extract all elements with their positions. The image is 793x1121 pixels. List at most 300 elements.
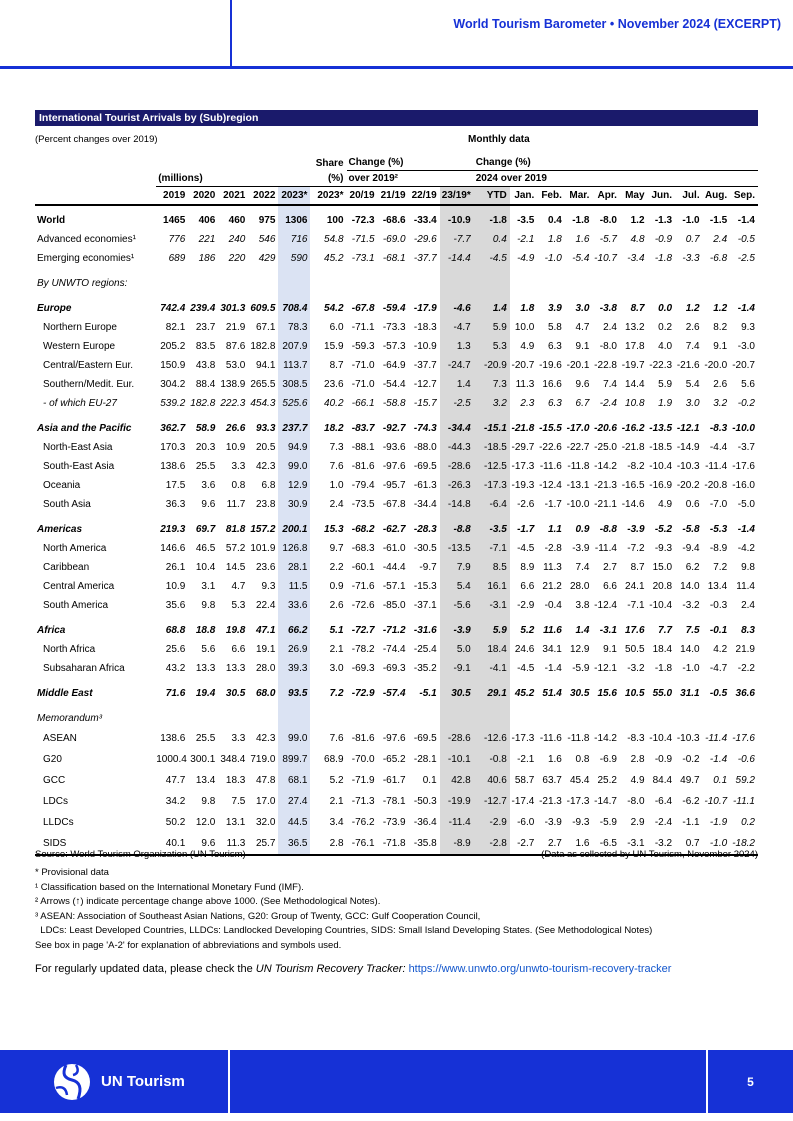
value-cell: -12.5 [474,457,510,476]
value-cell: 7.4 [575,562,590,573]
value-cell: 13.4 [195,775,216,786]
value-cell: 1.9 [658,398,673,409]
value-cell: 6.2 [685,562,700,573]
col-share-2023: 2023* [310,187,346,206]
value-cell: -10.3 [676,733,700,744]
value-cell: -5.8 [682,524,700,535]
value-cell: -61.0 [382,543,406,554]
value-cell: -3.2 [654,838,673,849]
value-cell: 7.2 [329,688,344,699]
value-cell: -71.6 [351,581,375,592]
value-cell: -4.7 [709,663,728,674]
table-subhead [35,131,758,155]
footer-middle-section [230,1050,708,1113]
value-cell: 93.3 [255,423,276,434]
value-cell: -1.1 [682,817,700,828]
value-cell: -2.2 [737,663,755,674]
column-header-row [35,187,758,206]
value-cell: -10.1 [440,749,474,770]
value-cell: -3.0 [737,341,755,352]
value-cell: 15.3 [324,524,344,535]
table-row [35,419,758,438]
footnote-line: ¹ Classification based on the International Monetary Fund (IMF). [35,881,304,893]
value-cell: 182.8 [190,398,216,409]
value-cell: 7.4 [685,341,700,352]
value-cell: -61.7 [382,775,406,786]
value-cell: 13.3 [225,663,246,674]
value-cell: 0.4 [474,230,510,249]
value-cell [310,709,346,728]
value-cell: 126.8 [278,539,310,558]
value-cell: 87.6 [225,341,246,352]
value-cell: -13.5 [649,423,673,434]
value-cell: 17.6 [625,625,645,636]
value-cell: 30.5 [440,684,474,703]
value-cell [730,709,758,728]
value-cell: 9.3 [741,322,755,333]
value-cell: 47.1 [255,625,276,636]
value-cell: -34.4 [413,499,437,510]
value-cell: 5.9 [658,379,673,390]
value-cell [440,709,474,728]
value-cell: -3.9 [440,621,474,640]
value-cell: -5.7 [599,234,617,245]
value-cell: -34.4 [440,419,474,438]
value-cell: 5.4 [685,379,700,390]
value-cell: 18.4 [652,644,673,655]
value-cell: -8.9 [440,833,474,855]
value-cell: -44.4 [382,562,406,573]
value-cell: 16.1 [474,577,510,596]
value-cell: 8.2 [713,322,728,333]
value-cell: -1.5 [709,215,728,226]
value-cell: -37.7 [413,360,437,371]
value-cell: 3.0 [329,663,344,674]
value-cell: 43.8 [195,360,216,371]
value-cell: 32.0 [255,817,276,828]
value-cell [565,709,593,728]
value-cell: -7.2 [627,543,645,554]
col-22-19: 22/19 [409,187,440,206]
value-cell: 69.7 [195,524,216,535]
value-cell: 6.6 [231,644,246,655]
value-cell: 36.6 [735,688,755,699]
value-cell: -37.7 [413,253,437,264]
value-cell: 3.9 [547,303,562,314]
value-cell [648,709,676,728]
value-cell: -0.9 [654,754,673,765]
arrivals-table [35,155,758,856]
col-21-19: 21/19 [378,187,409,206]
value-cell: 3.3 [231,461,246,472]
value-cell: 4.0 [658,341,673,352]
value-cell: -20.7 [511,360,535,371]
value-cell: -20.9 [474,356,510,375]
value-cell: 1465 [163,215,186,226]
value-cell: 239.4 [190,303,216,314]
value-cell: -69.5 [413,733,437,744]
value-cell: -5.9 [572,663,590,674]
value-cell: 4.9 [630,775,645,786]
value-cell: 45.2 [324,253,344,264]
value-cell: -9.3 [654,543,673,554]
value-cell: 59.2 [735,775,755,786]
row-label: North America [43,543,107,554]
table-row [35,749,758,770]
value-cell: -20.8 [704,480,728,491]
value-cell [218,709,248,728]
value-cell: 42.3 [255,461,276,472]
value-cell: 16.6 [542,379,562,390]
value-cell: 8.7 [329,360,344,371]
value-cell: 10.8 [625,398,645,409]
value-cell: -17.3 [474,476,510,495]
table-row [35,520,758,539]
value-cell: 11.3 [515,379,535,390]
value-cell: 1306 [278,211,310,230]
value-cell: -73.3 [382,322,406,333]
value-cell: 1.6 [575,838,590,849]
value-cell: 0.1 [422,775,437,786]
value-cell: -3.9 [627,524,645,535]
value-cell: -5.3 [709,524,728,535]
value-cell: 23.7 [195,322,216,333]
row-label: LDCs [43,796,69,807]
value-cell: 220 [228,253,246,264]
value-cell [474,709,510,728]
value-cell: 207.9 [278,337,310,356]
col-2019: 2019 [156,187,188,206]
value-cell: 5.2 [520,625,535,636]
col-ytd: YTD [474,187,510,206]
value-cell: 28.0 [255,663,276,674]
value-cell: 0.2 [658,322,673,333]
value-cell: 1000.4 [156,754,187,765]
value-cell: -14.6 [621,499,645,510]
value-cell: -14.2 [594,461,617,472]
value-cell: -10.4 [649,600,673,611]
value-cell: -21.8 [621,442,645,453]
value-cell: 11.6 [543,625,562,636]
value-cell: 7.5 [685,625,700,636]
value-cell: -72.6 [351,600,375,611]
value-cell [218,274,248,293]
value-cell: 20.5 [255,442,276,453]
value-cell: -69.5 [413,461,437,472]
value-cell: -10.4 [649,733,673,744]
value-cell: 7.6 [329,733,344,744]
value-cell: -2.8 [474,833,510,855]
value-cell: -17.3 [566,796,590,807]
value-cell: -22.7 [566,442,590,453]
table-row [35,230,758,249]
value-cell: -1.0 [682,215,700,226]
value-cell: -2.1 [517,234,535,245]
table-row [35,274,758,293]
value-cell: -15.5 [539,423,562,434]
value-cell: 14.0 [680,644,700,655]
value-cell: 25.7 [255,838,276,849]
document-title: World Tourism Barometer • November 2024 (EXCERPT) [453,17,781,31]
table-row [35,659,758,678]
value-cell: 308.5 [278,375,310,394]
value-cell: 4.2 [713,644,728,655]
value-cell: -3.9 [544,817,562,828]
value-cell: 14.0 [680,581,700,592]
value-cell: -60.1 [351,562,375,573]
value-cell: -79.4 [351,480,375,491]
value-cell: -2.9 [474,812,510,833]
value-cell: -1.9 [709,817,728,828]
value-cell: 46.5 [195,543,216,554]
value-cell: -25.4 [413,644,437,655]
value-cell: 19.1 [255,644,276,655]
value-cell: -3.2 [682,600,700,611]
value-cell: 17.0 [255,796,276,807]
value-cell: 21.9 [225,322,246,333]
group-header-row-2 [35,171,758,187]
value-cell: 51.4 [542,688,562,699]
value-cell: 1.6 [547,754,562,765]
value-cell: 9.8 [201,796,216,807]
value-cell: 265.5 [250,379,276,390]
col-mar: Mar. [565,187,593,206]
value-cell: 17.8 [625,341,645,352]
value-cell: -7.1 [627,600,645,611]
value-cell: -19.7 [621,360,645,371]
row-label: Europe [37,303,72,314]
share-group-label: Share [315,157,344,169]
value-cell: -1.4 [737,303,755,314]
col-jan: Jan. [510,187,538,206]
value-cell: 12.0 [195,817,216,828]
value-cell: -10.4 [649,461,673,472]
value-cell: -10.0 [732,423,755,434]
value-cell: -11.6 [539,733,562,744]
value-cell: 454.3 [250,398,276,409]
value-cell: 57.2 [225,543,246,554]
value-cell: -21.3 [539,796,562,807]
value-cell [188,274,218,293]
value-cell: -97.6 [382,461,406,472]
un-tourism-logo-icon [52,1062,92,1102]
monthly-change-group-label: Change (%) [474,155,758,171]
value-cell: 2.2 [329,562,344,573]
value-cell [248,709,278,728]
value-cell: 0.0 [658,303,673,314]
value-cell: -61.3 [413,480,437,491]
value-cell: -18.3 [413,322,437,333]
value-cell: -1.4 [709,754,728,765]
row-label: GCC [43,775,66,786]
value-cell: 94.1 [255,360,276,371]
value-cell: 9.1 [603,644,617,655]
value-cell: 58.9 [195,423,216,434]
value-cell: 43.2 [165,663,186,674]
value-cell: -78.2 [351,644,375,655]
value-cell: 170.3 [160,442,186,453]
value-cell: -1.8 [572,215,590,226]
value-cell: -68.6 [382,215,406,226]
value-cell: -15.3 [413,581,437,592]
value-cell: 83.5 [195,341,216,352]
value-cell: -0.1 [709,625,728,636]
value-cell: 13.4 [707,581,728,592]
value-cell [703,274,731,293]
value-cell: 2.6 [329,600,344,611]
value-cell: 40.6 [474,770,510,791]
value-cell: -71.8 [382,838,406,849]
value-cell: -1.8 [654,253,673,264]
value-cell [703,709,731,728]
value-cell: 78.3 [278,318,310,337]
value-cell: -21.1 [594,499,617,510]
value-cell [440,274,474,293]
millions-group-label: (millions) [156,171,310,187]
value-cell: 30.9 [278,495,310,514]
value-cell: -2.5 [737,253,755,264]
value-cell: 30.5 [569,688,590,699]
value-cell: 200.1 [278,520,310,539]
value-cell: 8.5 [474,558,510,577]
value-cell: 9.8 [201,600,216,611]
value-cell: 12.9 [278,476,310,495]
recovery-tracker-link[interactable]: https://www.unwto.org/unwto-tourism-recovery-tracker [408,963,672,975]
value-cell: -11.4 [705,733,728,744]
value-cell: -2.4 [654,817,673,828]
value-cell: 539.2 [160,398,186,409]
value-cell: 68.8 [165,625,186,636]
table-row [35,684,758,703]
value-cell: 23.8 [255,499,276,510]
value-cell: 1.2 [713,303,728,314]
page-number: 5 [747,1074,754,1089]
value-cell: -10.9 [440,211,474,230]
change-over-2019-group-label: Change (%) [347,155,474,171]
col-sep: Sep. [730,187,758,206]
table-row [35,640,758,659]
value-cell: 94.9 [278,438,310,457]
value-cell: -69.3 [351,663,375,674]
value-cell: 81.8 [225,524,246,535]
value-cell: 5.6 [201,644,216,655]
value-cell: 68.0 [255,688,276,699]
value-cell [347,274,378,293]
value-cell: 6.6 [520,581,535,592]
value-cell: 237.7 [278,419,310,438]
value-cell: -1.7 [517,524,535,535]
value-cell: -50.3 [413,796,437,807]
value-cell: -12.4 [539,480,562,491]
value-cell: 45.4 [569,775,590,786]
value-cell [675,709,703,728]
value-cell: 36.5 [278,833,310,855]
value-cell: -10.9 [413,341,437,352]
row-label: World [37,215,66,226]
row-label: Americas [37,524,83,535]
value-cell: 2.6 [713,379,728,390]
value-cell: -10.7 [594,253,617,264]
row-label: Central America [43,581,115,592]
value-cell: 25.2 [597,775,617,786]
value-cell: -76.2 [351,817,375,828]
value-cell: 39.3 [278,659,310,678]
value-cell: 14.5 [225,562,246,573]
row-label: Oceania [43,480,81,491]
value-cell: 10.5 [625,688,645,699]
value-cell: 460 [228,215,246,226]
value-cell: -22.8 [594,360,617,371]
bottom-note [35,963,775,975]
value-cell: -2.8 [544,543,562,554]
value-cell: 1.8 [520,303,535,314]
value-cell: -66.1 [351,398,375,409]
value-cell: 68.1 [278,770,310,791]
value-cell: 222.3 [220,398,246,409]
value-cell: -92.7 [382,423,406,434]
value-cell: 9.6 [575,379,590,390]
value-cell: -62.7 [382,524,406,535]
value-cell: -5.4 [572,253,590,264]
value-cell: 300.1 [190,754,216,765]
value-cell: -18.2 [732,838,755,849]
value-cell: 1.4 [575,625,590,636]
value-cell: 21.2 [542,581,562,592]
value-cell: 525.6 [278,394,310,413]
value-cell: 2.7 [547,838,562,849]
col-aug: Aug. [703,187,731,206]
value-cell: 23.6 [255,562,276,573]
value-cell: 99.0 [278,728,310,749]
value-cell: -4.6 [440,299,474,318]
value-cell: 63.7 [542,775,562,786]
value-cell: -57.3 [382,341,406,352]
value-cell: -70.0 [351,754,375,765]
value-cell: 49.7 [680,775,700,786]
value-cell: 205.2 [160,341,186,352]
value-cell: 14.4 [625,379,645,390]
value-cell: -3.8 [599,303,617,314]
source-right: (Data as collected by UN Tourism, November 2024) [541,849,758,860]
value-cell: -83.7 [351,423,375,434]
value-cell: -6.5 [599,838,617,849]
value-cell: -20.2 [676,480,700,491]
table-row [35,812,758,833]
value-cell: 82.1 [165,322,186,333]
value-cell: 3.0 [575,303,590,314]
value-cell: -37.1 [413,600,437,611]
value-cell: -8.0 [599,341,617,352]
table-row [35,356,758,375]
col-20-19: 20/19 [347,187,378,206]
value-cell: 6.3 [547,398,562,409]
value-cell: 0.1 [713,775,728,786]
value-cell: 11.3 [543,562,562,573]
value-cell: 21.9 [735,644,755,655]
table-head-rows [35,155,758,211]
value-cell: -6.8 [709,253,728,264]
value-cell: 50.2 [165,817,186,828]
value-cell: -68.1 [382,253,406,264]
value-cell: -18.5 [474,438,510,457]
value-cell: -15.7 [413,398,437,409]
value-cell: -31.6 [413,625,437,636]
value-cell: 71.6 [165,688,186,699]
value-cell: 66.2 [278,621,310,640]
value-cell [620,274,648,293]
value-cell [310,274,346,293]
value-cell: 6.3 [547,341,562,352]
